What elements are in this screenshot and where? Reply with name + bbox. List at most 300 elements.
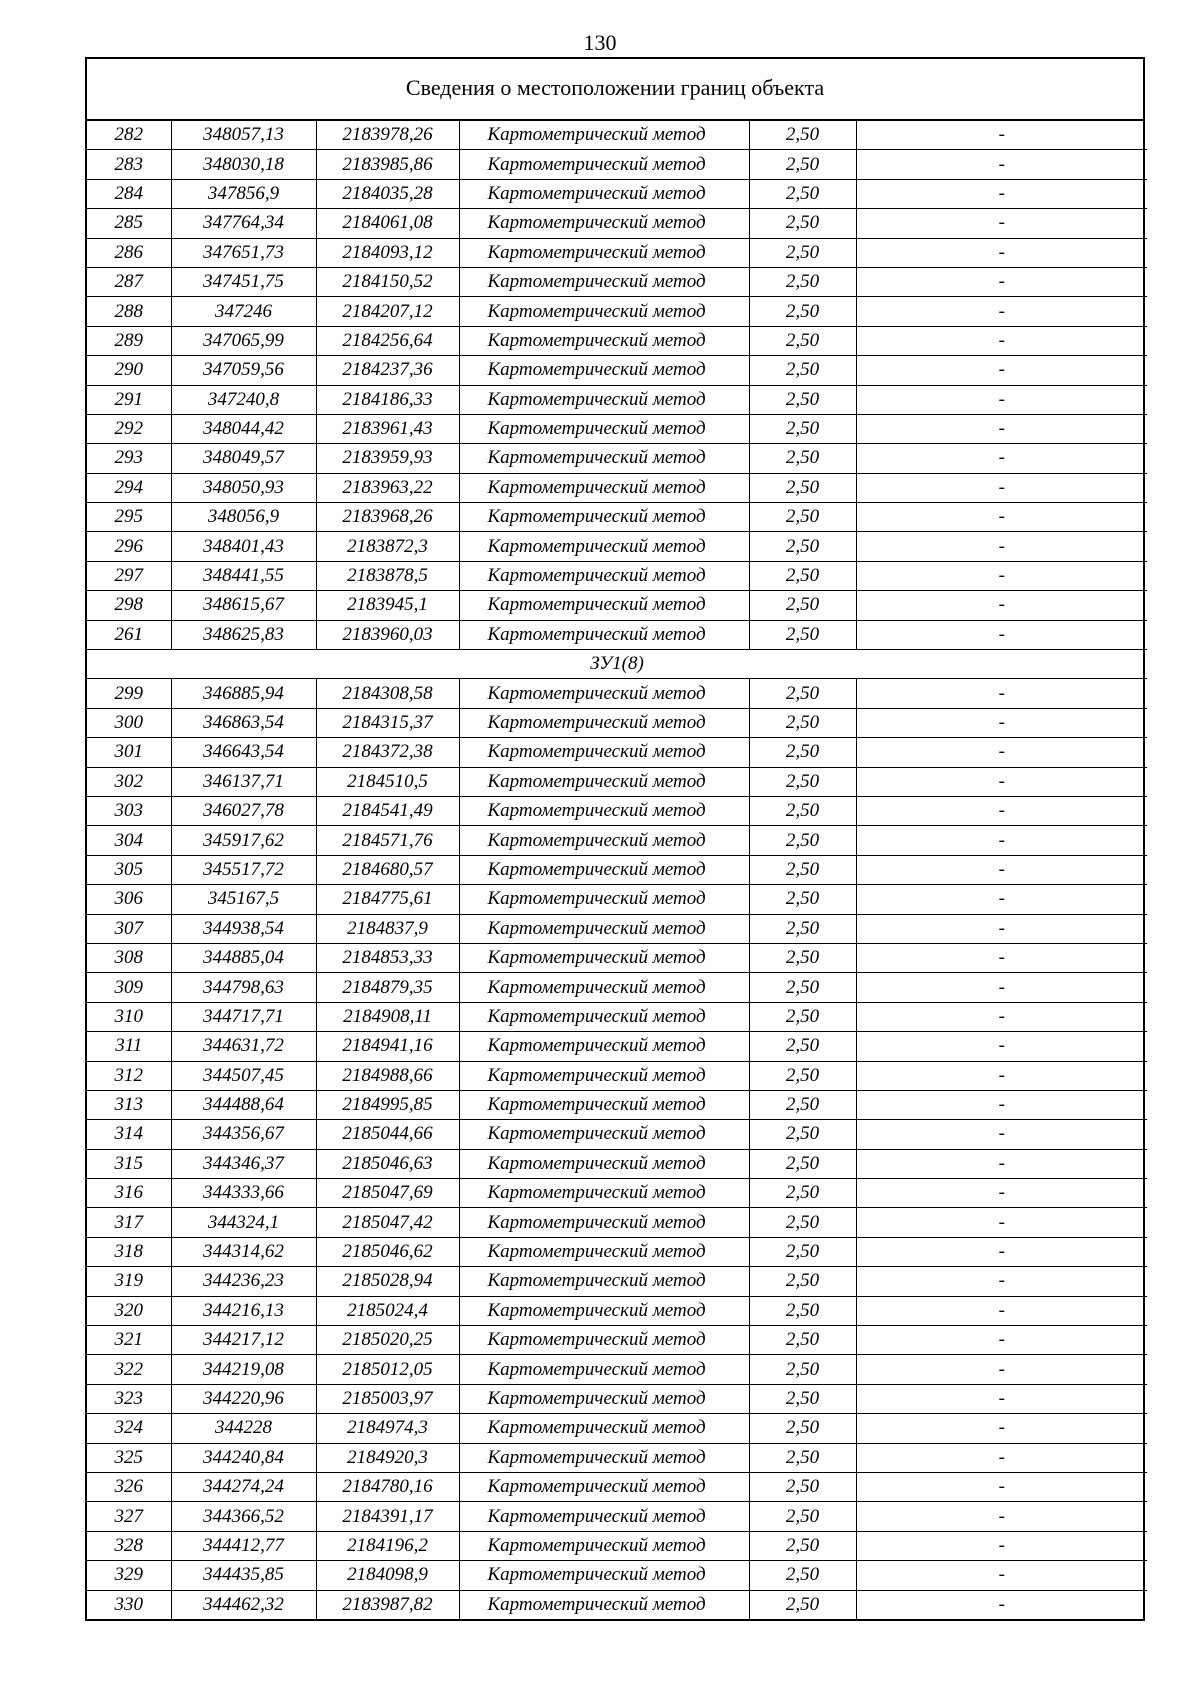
x-coordinate-cell: 347059,56 (171, 356, 316, 385)
table-row (87, 1179, 1147, 1208)
x-coordinate-cell: 348050,93 (171, 473, 316, 502)
point-number-cell: 284 (87, 179, 171, 208)
point-number-cell: 307 (87, 914, 171, 943)
determination-method-cell: Картометрический метод (459, 914, 749, 943)
description-cell: - (856, 356, 1147, 385)
determination-method-cell: Картометрический метод (459, 767, 749, 796)
description-cell: - (856, 855, 1147, 884)
y-coordinate-cell: 2184853,33 (316, 943, 459, 972)
y-coordinate-cell: 2184035,28 (316, 179, 459, 208)
x-coordinate-cell: 348030,18 (171, 150, 316, 179)
accuracy-cell: 2,50 (749, 385, 856, 414)
y-coordinate-cell: 2184837,9 (316, 914, 459, 943)
x-coordinate-cell: 345917,62 (171, 826, 316, 855)
accuracy-cell: 2,50 (749, 1267, 856, 1296)
point-number-cell: 286 (87, 238, 171, 267)
determination-method-cell: Картометрический метод (459, 1002, 749, 1031)
description-cell: - (856, 473, 1147, 502)
table-row (87, 385, 1147, 414)
x-coordinate-cell: 348049,57 (171, 444, 316, 473)
y-coordinate-cell: 2184541,49 (316, 796, 459, 825)
accuracy-cell: 2,50 (749, 826, 856, 855)
y-coordinate-cell: 2184995,85 (316, 1090, 459, 1119)
x-coordinate-cell: 344333,66 (171, 1179, 316, 1208)
accuracy-cell: 2,50 (749, 209, 856, 238)
y-coordinate-cell: 2183978,26 (316, 121, 459, 150)
point-number-cell: 304 (87, 826, 171, 855)
y-coordinate-cell: 2183872,3 (316, 532, 459, 561)
accuracy-cell: 2,50 (749, 1443, 856, 1472)
determination-method-cell: Картометрический метод (459, 973, 749, 1002)
accuracy-cell: 2,50 (749, 767, 856, 796)
table-row (87, 1296, 1147, 1325)
table-row (87, 973, 1147, 1002)
x-coordinate-cell: 344220,96 (171, 1384, 316, 1413)
page-number: 130 (583, 30, 617, 55)
x-coordinate-cell: 347246 (171, 297, 316, 326)
accuracy-cell: 2,50 (749, 679, 856, 708)
table-row (87, 1472, 1147, 1501)
table-row (87, 943, 1147, 972)
table-row (87, 1384, 1147, 1413)
point-number-cell: 320 (87, 1296, 171, 1325)
y-coordinate-cell: 2183960,03 (316, 620, 459, 649)
x-coordinate-cell: 348625,83 (171, 620, 316, 649)
determination-method-cell: Картометрический метод (459, 1149, 749, 1178)
table-row (87, 179, 1147, 208)
point-number-cell: 329 (87, 1561, 171, 1590)
description-cell: - (856, 1561, 1147, 1590)
determination-method-cell: Картометрический метод (459, 532, 749, 561)
x-coordinate-cell: 344366,52 (171, 1502, 316, 1531)
point-number-cell: 317 (87, 1208, 171, 1237)
accuracy-cell: 2,50 (749, 267, 856, 296)
table-row (87, 1002, 1147, 1031)
determination-method-cell: Картометрический метод (459, 1326, 749, 1355)
table-row (87, 1531, 1147, 1560)
determination-method-cell: Картометрический метод (459, 1032, 749, 1061)
x-coordinate-cell: 344435,85 (171, 1561, 316, 1590)
point-number-cell: 294 (87, 473, 171, 502)
description-cell: - (856, 1443, 1147, 1472)
table-row (87, 796, 1147, 825)
determination-method-cell: Картометрический метод (459, 473, 749, 502)
table-row (87, 1443, 1147, 1472)
accuracy-cell: 2,50 (749, 1326, 856, 1355)
accuracy-cell: 2,50 (749, 914, 856, 943)
accuracy-cell: 2,50 (749, 591, 856, 620)
point-number-cell: 300 (87, 708, 171, 737)
description-cell: - (856, 738, 1147, 767)
description-cell: - (856, 1472, 1147, 1501)
determination-method-cell: Картометрический метод (459, 561, 749, 590)
x-coordinate-cell: 348441,55 (171, 561, 316, 590)
determination-method-cell: Картометрический метод (459, 943, 749, 972)
x-coordinate-cell: 344216,13 (171, 1296, 316, 1325)
point-number-cell: 323 (87, 1384, 171, 1413)
determination-method-cell: Картометрический метод (459, 591, 749, 620)
description-cell: - (856, 1090, 1147, 1119)
x-coordinate-cell: 344240,84 (171, 1443, 316, 1472)
accuracy-cell: 2,50 (749, 1561, 856, 1590)
x-coordinate-cell: 346885,94 (171, 679, 316, 708)
table-row (87, 1149, 1147, 1178)
determination-method-cell: Картометрический метод (459, 1090, 749, 1119)
determination-method-cell: Картометрический метод (459, 1443, 749, 1472)
y-coordinate-cell: 2183985,86 (316, 150, 459, 179)
y-coordinate-cell: 2184391,17 (316, 1502, 459, 1531)
table-row (87, 444, 1147, 473)
x-coordinate-cell: 345167,5 (171, 885, 316, 914)
determination-method-cell: Картометрический метод (459, 1208, 749, 1237)
accuracy-cell: 2,50 (749, 1032, 856, 1061)
table-row (87, 1355, 1147, 1384)
accuracy-cell: 2,50 (749, 708, 856, 737)
y-coordinate-cell: 2185044,66 (316, 1120, 459, 1149)
accuracy-cell: 2,50 (749, 1237, 856, 1266)
determination-method-cell: Картометрический метод (459, 738, 749, 767)
y-coordinate-cell: 2184207,12 (316, 297, 459, 326)
description-cell: - (856, 973, 1147, 1002)
x-coordinate-cell: 344314,62 (171, 1237, 316, 1266)
description-cell: - (856, 121, 1147, 150)
y-coordinate-cell: 2184256,64 (316, 326, 459, 355)
group-label: ЗУ1(8) (87, 650, 1147, 679)
y-coordinate-cell: 2185012,05 (316, 1355, 459, 1384)
determination-method-cell: Картометрический метод (459, 179, 749, 208)
determination-method-cell: Картометрический метод (459, 238, 749, 267)
determination-method-cell: Картометрический метод (459, 1590, 749, 1619)
table-title: Сведения о местоположении границ объекта (87, 59, 1143, 121)
point-number-cell: 325 (87, 1443, 171, 1472)
point-number-cell: 298 (87, 591, 171, 620)
point-number-cell: 291 (87, 385, 171, 414)
description-cell: - (856, 1149, 1147, 1178)
table-row (87, 914, 1147, 943)
accuracy-cell: 2,50 (749, 326, 856, 355)
accuracy-cell: 2,50 (749, 473, 856, 502)
table-row (87, 238, 1147, 267)
point-number-cell: 312 (87, 1061, 171, 1090)
determination-method-cell: Картометрический метод (459, 503, 749, 532)
x-coordinate-cell: 348615,67 (171, 591, 316, 620)
y-coordinate-cell: 2183878,5 (316, 561, 459, 590)
table-row (87, 267, 1147, 296)
description-cell: - (856, 385, 1147, 414)
determination-method-cell: Картометрический метод (459, 121, 749, 150)
accuracy-cell: 2,50 (749, 885, 856, 914)
determination-method-cell: Картометрический метод (459, 1355, 749, 1384)
determination-method-cell: Картометрический метод (459, 1120, 749, 1149)
point-number-cell: 287 (87, 267, 171, 296)
determination-method-cell: Картометрический метод (459, 209, 749, 238)
accuracy-cell: 2,50 (749, 1149, 856, 1178)
table-row (87, 620, 1147, 649)
x-coordinate-cell: 348057,13 (171, 121, 316, 150)
x-coordinate-cell: 347651,73 (171, 238, 316, 267)
x-coordinate-cell: 344346,37 (171, 1149, 316, 1178)
determination-method-cell: Картометрический метод (459, 708, 749, 737)
x-coordinate-cell: 344236,23 (171, 1267, 316, 1296)
point-number-cell: 297 (87, 561, 171, 590)
group-header-row (87, 650, 1147, 679)
point-number-cell: 302 (87, 767, 171, 796)
determination-method-cell: Картометрический метод (459, 1296, 749, 1325)
table-row (87, 473, 1147, 502)
table-row (87, 1120, 1147, 1149)
description-cell: - (856, 943, 1147, 972)
x-coordinate-cell: 344885,04 (171, 943, 316, 972)
determination-method-cell: Картометрический метод (459, 1472, 749, 1501)
accuracy-cell: 2,50 (749, 855, 856, 884)
point-number-cell: 295 (87, 503, 171, 532)
point-number-cell: 311 (87, 1032, 171, 1061)
accuracy-cell: 2,50 (749, 356, 856, 385)
determination-method-cell: Картометрический метод (459, 826, 749, 855)
coordinates-table (87, 121, 1147, 1619)
determination-method-cell: Картометрический метод (459, 267, 749, 296)
table-row (87, 561, 1147, 590)
determination-method-cell: Картометрический метод (459, 1179, 749, 1208)
x-coordinate-cell: 345517,72 (171, 855, 316, 884)
point-number-cell: 313 (87, 1090, 171, 1119)
table-row (87, 708, 1147, 737)
table-row (87, 121, 1147, 150)
description-cell: - (856, 1326, 1147, 1355)
table-row (87, 1237, 1147, 1266)
y-coordinate-cell: 2184920,3 (316, 1443, 459, 1472)
y-coordinate-cell: 2183963,22 (316, 473, 459, 502)
accuracy-cell: 2,50 (749, 297, 856, 326)
y-coordinate-cell: 2184510,5 (316, 767, 459, 796)
table-row (87, 1590, 1147, 1619)
description-cell: - (856, 914, 1147, 943)
x-coordinate-cell: 348044,42 (171, 414, 316, 443)
determination-method-cell: Картометрический метод (459, 326, 749, 355)
point-number-cell: 306 (87, 885, 171, 914)
point-number-cell: 314 (87, 1120, 171, 1149)
y-coordinate-cell: 2185028,94 (316, 1267, 459, 1296)
point-number-cell: 289 (87, 326, 171, 355)
accuracy-cell: 2,50 (749, 1090, 856, 1119)
y-coordinate-cell: 2184098,9 (316, 1561, 459, 1590)
point-number-cell: 299 (87, 679, 171, 708)
determination-method-cell: Картометрический метод (459, 414, 749, 443)
description-cell: - (856, 1267, 1147, 1296)
x-coordinate-cell: 344219,08 (171, 1355, 316, 1384)
determination-method-cell: Картометрический метод (459, 1384, 749, 1413)
table-row (87, 1267, 1147, 1296)
determination-method-cell: Картометрический метод (459, 150, 749, 179)
table-row (87, 767, 1147, 796)
table-row (87, 679, 1147, 708)
x-coordinate-cell: 347764,34 (171, 209, 316, 238)
point-number-cell: 305 (87, 855, 171, 884)
y-coordinate-cell: 2183987,82 (316, 1590, 459, 1619)
x-coordinate-cell: 348401,43 (171, 532, 316, 561)
x-coordinate-cell: 344798,63 (171, 973, 316, 1002)
description-cell: - (856, 1355, 1147, 1384)
accuracy-cell: 2,50 (749, 1355, 856, 1384)
description-cell: - (856, 767, 1147, 796)
table-row (87, 738, 1147, 767)
y-coordinate-cell: 2183959,93 (316, 444, 459, 473)
description-cell: - (856, 1237, 1147, 1266)
table-row (87, 414, 1147, 443)
table-row (87, 1502, 1147, 1531)
determination-method-cell: Картометрический метод (459, 885, 749, 914)
point-number-cell: 303 (87, 796, 171, 825)
determination-method-cell: Картометрический метод (459, 855, 749, 884)
boundary-table-sheet (85, 57, 1145, 1621)
description-cell: - (856, 444, 1147, 473)
y-coordinate-cell: 2185024,4 (316, 1296, 459, 1325)
table-row (87, 356, 1147, 385)
determination-method-cell: Картометрический метод (459, 1561, 749, 1590)
y-coordinate-cell: 2184775,61 (316, 885, 459, 914)
point-number-cell: 318 (87, 1237, 171, 1266)
description-cell: - (856, 1296, 1147, 1325)
y-coordinate-cell: 2185046,62 (316, 1237, 459, 1266)
description-cell: - (856, 708, 1147, 737)
y-coordinate-cell: 2185046,63 (316, 1149, 459, 1178)
accuracy-cell: 2,50 (749, 738, 856, 767)
x-coordinate-cell: 346137,71 (171, 767, 316, 796)
point-number-cell: 301 (87, 738, 171, 767)
point-number-cell: 328 (87, 1531, 171, 1560)
table-row (87, 855, 1147, 884)
determination-method-cell: Картометрический метод (459, 1061, 749, 1090)
x-coordinate-cell: 344507,45 (171, 1061, 316, 1090)
description-cell: - (856, 620, 1147, 649)
accuracy-cell: 2,50 (749, 561, 856, 590)
y-coordinate-cell: 2184061,08 (316, 209, 459, 238)
y-coordinate-cell: 2185020,25 (316, 1326, 459, 1355)
description-cell: - (856, 503, 1147, 532)
accuracy-cell: 2,50 (749, 1472, 856, 1501)
table-row (87, 885, 1147, 914)
point-number-cell: 308 (87, 943, 171, 972)
x-coordinate-cell: 346027,78 (171, 796, 316, 825)
accuracy-cell: 2,50 (749, 1414, 856, 1443)
table-row (87, 1208, 1147, 1237)
accuracy-cell: 2,50 (749, 1179, 856, 1208)
point-number-cell: 326 (87, 1472, 171, 1501)
accuracy-cell: 2,50 (749, 121, 856, 150)
description-cell: - (856, 1032, 1147, 1061)
x-coordinate-cell: 344631,72 (171, 1032, 316, 1061)
description-cell: - (856, 1531, 1147, 1560)
determination-method-cell: Картометрический метод (459, 297, 749, 326)
accuracy-cell: 2,50 (749, 796, 856, 825)
accuracy-cell: 2,50 (749, 532, 856, 561)
accuracy-cell: 2,50 (749, 150, 856, 179)
description-cell: - (856, 885, 1147, 914)
point-number-cell: 319 (87, 1267, 171, 1296)
description-cell: - (856, 1208, 1147, 1237)
table-row (87, 326, 1147, 355)
description-cell: - (856, 1179, 1147, 1208)
x-coordinate-cell: 344217,12 (171, 1326, 316, 1355)
x-coordinate-cell: 347240,8 (171, 385, 316, 414)
determination-method-cell: Картометрический метод (459, 1531, 749, 1560)
point-number-cell: 288 (87, 297, 171, 326)
y-coordinate-cell: 2184571,76 (316, 826, 459, 855)
determination-method-cell: Картометрический метод (459, 1502, 749, 1531)
x-coordinate-cell: 348056,9 (171, 503, 316, 532)
description-cell: - (856, 679, 1147, 708)
x-coordinate-cell: 344938,54 (171, 914, 316, 943)
x-coordinate-cell: 347856,9 (171, 179, 316, 208)
y-coordinate-cell: 2184196,2 (316, 1531, 459, 1560)
y-coordinate-cell: 2184237,36 (316, 356, 459, 385)
y-coordinate-cell: 2184372,38 (316, 738, 459, 767)
table-row (87, 150, 1147, 179)
description-cell: - (856, 1502, 1147, 1531)
y-coordinate-cell: 2185047,42 (316, 1208, 459, 1237)
x-coordinate-cell: 347451,75 (171, 267, 316, 296)
y-coordinate-cell: 2183961,43 (316, 414, 459, 443)
x-coordinate-cell: 346863,54 (171, 708, 316, 737)
table-row (87, 1326, 1147, 1355)
determination-method-cell: Картометрический метод (459, 1414, 749, 1443)
y-coordinate-cell: 2183945,1 (316, 591, 459, 620)
description-cell: - (856, 1414, 1147, 1443)
point-number-cell: 292 (87, 414, 171, 443)
point-number-cell: 285 (87, 209, 171, 238)
point-number-cell: 321 (87, 1326, 171, 1355)
description-cell: - (856, 209, 1147, 238)
point-number-cell: 330 (87, 1590, 171, 1619)
determination-method-cell: Картометрический метод (459, 444, 749, 473)
y-coordinate-cell: 2185047,69 (316, 1179, 459, 1208)
description-cell: - (856, 326, 1147, 355)
description-cell: - (856, 1061, 1147, 1090)
y-coordinate-cell: 2184780,16 (316, 1472, 459, 1501)
description-cell: - (856, 414, 1147, 443)
x-coordinate-cell: 344228 (171, 1414, 316, 1443)
table-row (87, 532, 1147, 561)
table-row (87, 1032, 1147, 1061)
table-row (87, 1414, 1147, 1443)
y-coordinate-cell: 2184974,3 (316, 1414, 459, 1443)
y-coordinate-cell: 2184680,57 (316, 855, 459, 884)
y-coordinate-cell: 2184908,11 (316, 1002, 459, 1031)
point-number-cell: 324 (87, 1414, 171, 1443)
table-row (87, 1561, 1147, 1590)
description-cell: - (856, 1120, 1147, 1149)
accuracy-cell: 2,50 (749, 1120, 856, 1149)
accuracy-cell: 2,50 (749, 620, 856, 649)
description-cell: - (856, 796, 1147, 825)
table-row (87, 591, 1147, 620)
description-cell: - (856, 238, 1147, 267)
table-row (87, 503, 1147, 532)
x-coordinate-cell: 344462,32 (171, 1590, 316, 1619)
y-coordinate-cell: 2184186,33 (316, 385, 459, 414)
determination-method-cell: Картометрический метод (459, 620, 749, 649)
description-cell: - (856, 1590, 1147, 1619)
x-coordinate-cell: 344274,24 (171, 1472, 316, 1501)
point-number-cell: 282 (87, 121, 171, 150)
accuracy-cell: 2,50 (749, 444, 856, 473)
determination-method-cell: Картометрический метод (459, 1267, 749, 1296)
table-row (87, 297, 1147, 326)
y-coordinate-cell: 2184941,16 (316, 1032, 459, 1061)
description-cell: - (856, 179, 1147, 208)
table-row (87, 1061, 1147, 1090)
accuracy-cell: 2,50 (749, 1296, 856, 1325)
